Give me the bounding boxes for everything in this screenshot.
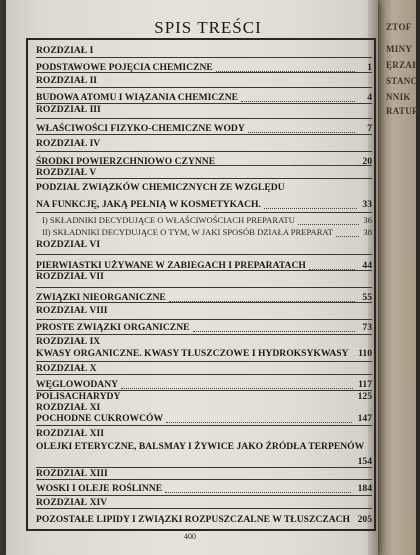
divider: [36, 287, 372, 288]
divider: [36, 361, 372, 362]
divider: [36, 374, 372, 375]
leader-dots: [121, 388, 353, 389]
chapter-label: ROZDZIAŁ I: [36, 45, 94, 56]
leader-dots: [169, 301, 355, 302]
page-number: 400: [184, 532, 196, 541]
page-ref: 33: [362, 199, 372, 210]
edge-word: ĘRZAŁ: [386, 60, 419, 70]
chapter-label: ROZDZIAŁ VII: [36, 271, 104, 282]
chapter-title: PIERWIASTKI UŻYWANE W ZABIEGACH I PREPARATACH: [36, 260, 306, 271]
page-ref: 7: [367, 123, 372, 134]
divider: [36, 495, 372, 496]
chapter-label: ROZDZIAŁ X: [36, 363, 97, 374]
chapter-label: ROZDZIAŁ XIII: [36, 468, 108, 479]
divider: [36, 118, 372, 119]
chapter-label: ROZDZIAŁ XII: [36, 428, 104, 439]
page-ref: 36: [363, 215, 372, 225]
divider: [36, 508, 372, 509]
chapter-label: ROZDZIAŁ II: [36, 75, 98, 86]
chapter-label: ROZDZIAŁ III: [36, 104, 101, 115]
chapter-title: KWASY ORGANICZNE. KWASY TŁUSZCZOWE I HYDROKSYKWASY: [36, 348, 349, 359]
section-title: POLISACHARYDY: [36, 391, 121, 402]
divider: [36, 334, 372, 335]
divider: [36, 151, 372, 152]
page-ref: 117: [358, 379, 372, 390]
edge-word: STANC.: [386, 76, 420, 86]
leader-dots: [309, 269, 355, 270]
chapter-label: ROZDZIAŁ XI: [36, 402, 101, 413]
edge-word: MINY: [386, 44, 413, 54]
chapter-label: ROZDZIAŁ XIV: [36, 497, 108, 508]
chapter-title: NA FUNKCJĘ, JAKĄ PEŁNIĄ W KOSMETYKACH.: [36, 199, 261, 210]
chapter-title: ŚRODKI POWIERZCHNIOWO CZYNNE: [36, 156, 216, 167]
page-ref: 44: [362, 260, 372, 271]
chapter-title: PODSTAWOWE POJĘCIA CHEMICZNE: [36, 62, 213, 73]
page-ref: 110: [358, 348, 372, 359]
chapter-title: WĘGLOWODANY: [36, 379, 119, 390]
leader-dots: [218, 165, 355, 166]
leader-dots: [248, 132, 355, 133]
chapter-title: POCHODNE CUKROWCÓW: [36, 413, 164, 424]
divider: [36, 425, 372, 426]
divider: [36, 72, 372, 73]
edge-word: NNIK: [386, 92, 411, 102]
chapter-title: BUDOWA ATOMU I WIĄZANIA CHEMICZNE: [36, 92, 239, 103]
divider: [36, 178, 372, 179]
subsection-title: II) SKŁADNIKI DECYDUJĄCE O TYM, W JAKI SPOSÓB DZIAŁA PREPARAT: [42, 227, 333, 237]
chapter-title: PODZIAŁ ZWIĄZKÓW CHEMICZNYCH ZE WZGLĘDU: [36, 182, 285, 193]
page-ref: 154: [357, 456, 372, 467]
subsection-title: I) SKŁADNIKI DECYDUJĄCE O WŁAŚCIWOŚCIACH PREPARATU: [42, 215, 295, 225]
page-ref: 20: [362, 156, 372, 167]
leader-dots: [166, 422, 352, 423]
chapter-label: ROZDZIAŁ VIII: [36, 305, 108, 316]
edge-word: RATUR: [386, 106, 419, 116]
divider: [36, 57, 372, 58]
leader-dots: [264, 208, 357, 209]
chapter-title: POZOSTAŁE LIPIDY I ZWIĄZKI ROZPUSZCZALNE W TŁUSZCZACH: [36, 514, 351, 525]
divider: [36, 479, 372, 480]
page-ref: 125: [357, 391, 372, 402]
page-ref: 184: [357, 483, 372, 494]
divider: [36, 212, 372, 213]
page-title: SPIS TREŚCI: [154, 18, 262, 37]
chapter-title: WOSKI I OLEJE ROŚLINNE: [36, 483, 163, 494]
chapter-label: ROZDZIAŁ V: [36, 167, 97, 178]
chapter-title: PROSTE ZWIĄZKI ORGANICZNE: [36, 322, 190, 333]
leader-dots: [165, 492, 351, 493]
divider: [36, 302, 372, 303]
page-ref: 205: [357, 514, 372, 525]
edge-word: ZTOF: [386, 22, 412, 32]
page-ref: 55: [362, 292, 372, 303]
divider: [36, 87, 372, 88]
chapter-title: ZWIĄZKI NIEORGANICZNE: [36, 292, 166, 303]
divider: [36, 254, 372, 255]
leader-dots: [241, 101, 355, 102]
chapter-title: OLEJKI ETERYCZNE, BALSMAY I ŻYWICE JAKO ŹRÓDŁA TERPENÓW: [36, 441, 365, 452]
divider: [36, 319, 372, 320]
chapter-label: ROZDZIAŁ IX: [36, 336, 101, 347]
leader-dots: [216, 71, 355, 72]
leader-dots: [336, 236, 359, 237]
page-ref: 38: [363, 227, 372, 237]
page-ref: 4: [367, 92, 372, 103]
page-ref: 73: [362, 322, 372, 333]
chapter-label: ROZDZIAŁ IV: [36, 138, 101, 149]
divider: [36, 134, 372, 135]
page-ref: 1: [367, 62, 372, 73]
page-ref: 147: [357, 413, 372, 424]
chapter-label: ROZDZIAŁ VI: [36, 239, 101, 250]
chapter-title: WŁAŚCIWOŚCI FIZYKO-CHEMICZNE WODY: [36, 123, 245, 134]
leader-dots: [193, 331, 355, 332]
leader-dots: [298, 224, 359, 225]
